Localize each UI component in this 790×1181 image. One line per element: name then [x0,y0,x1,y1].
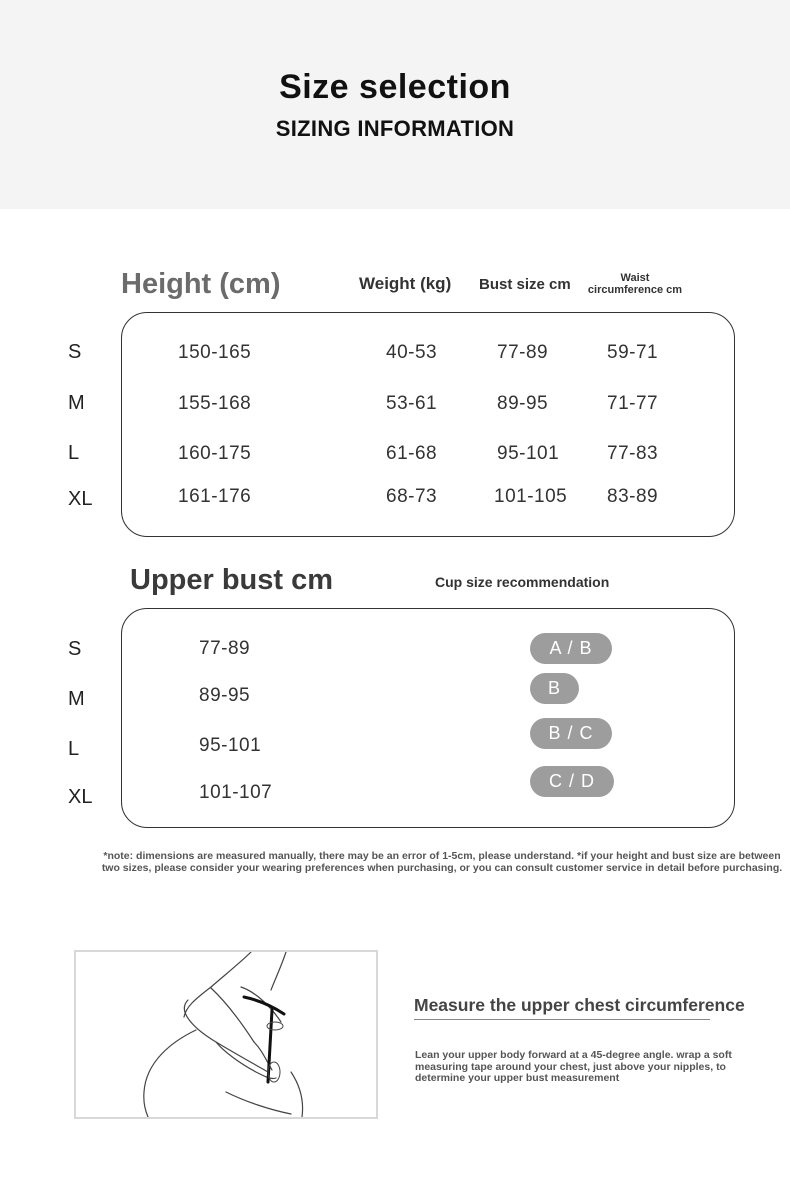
upper-bust-cell: 101-107 [199,782,273,803]
bust-cell: 77-89 [497,342,549,363]
title-underline [414,1019,710,1020]
weight-column-header: Weight (kg) [359,274,452,293]
waist-cell: 77-83 [607,443,659,464]
height-cell: 161-176 [178,486,252,507]
size-label: M [68,688,85,710]
size-label: XL [68,786,93,808]
upper-bust-cell: 89-95 [199,685,251,706]
size-label: S [68,341,82,363]
waist-cell: 83-89 [607,486,659,507]
bust-cell: 95-101 [497,443,560,464]
page-subtitle: SIZING INFORMATION [275,116,515,141]
weight-cell: 68-73 [386,486,438,507]
size-label: XL [68,488,93,510]
size-label: L [68,738,80,760]
weight-cell: 61-68 [386,443,438,464]
header-banner [0,0,790,209]
waist-column-header [583,272,687,296]
bust-cell: 89-95 [497,393,549,414]
cup-size-badge: B [530,673,579,704]
upper-bust-cell: 95-101 [199,735,262,756]
cup-size-badge: A / B [530,633,612,664]
bust-cell: 101-105 [494,486,568,507]
waist-cell: 71-77 [607,393,659,414]
cup-size-header: Cup size recommendation [435,574,610,590]
height-column-header: Height (cm) [121,268,281,300]
bust-column-header: Bust size cm [479,276,571,293]
upper-bust-header: Upper bust cm [130,564,334,596]
size-label: L [68,442,80,464]
page-title: Size selection [279,68,511,106]
weight-cell: 40-53 [386,342,438,363]
cup-size-badge: C / D [530,766,614,797]
waist-header-line1: Waist [620,272,650,284]
sizing-note: *note: dimensions are measured manually, there may be an error of 1-5cm, please understand. *if your height and bust size are between two sizes, please consider your wearing preferences when purchasing, or you can consult customer service in detail before purchasing. [101,850,783,874]
size-label: M [68,392,85,414]
measuring-illustration [74,950,378,1119]
height-cell: 160-175 [178,443,252,464]
measure-title: Measure the upper chest circumference [414,995,745,1015]
body-outline-drawing [76,952,376,1117]
waist-header-line2: circumference cm [587,284,683,296]
height-cell: 150-165 [178,342,252,363]
upper-bust-cell: 77-89 [199,638,251,659]
measure-instructions: Lean your upper body forward at a 45-degree angle. wrap a soft measuring tape around your chest, just above your nipples, to determine your upper bust measurement [415,1049,732,1084]
waist-cell: 59-71 [607,342,659,363]
size-label: S [68,638,82,660]
weight-cell: 53-61 [386,393,438,414]
height-cell: 155-168 [178,393,252,414]
cup-size-badge: B / C [530,718,612,749]
